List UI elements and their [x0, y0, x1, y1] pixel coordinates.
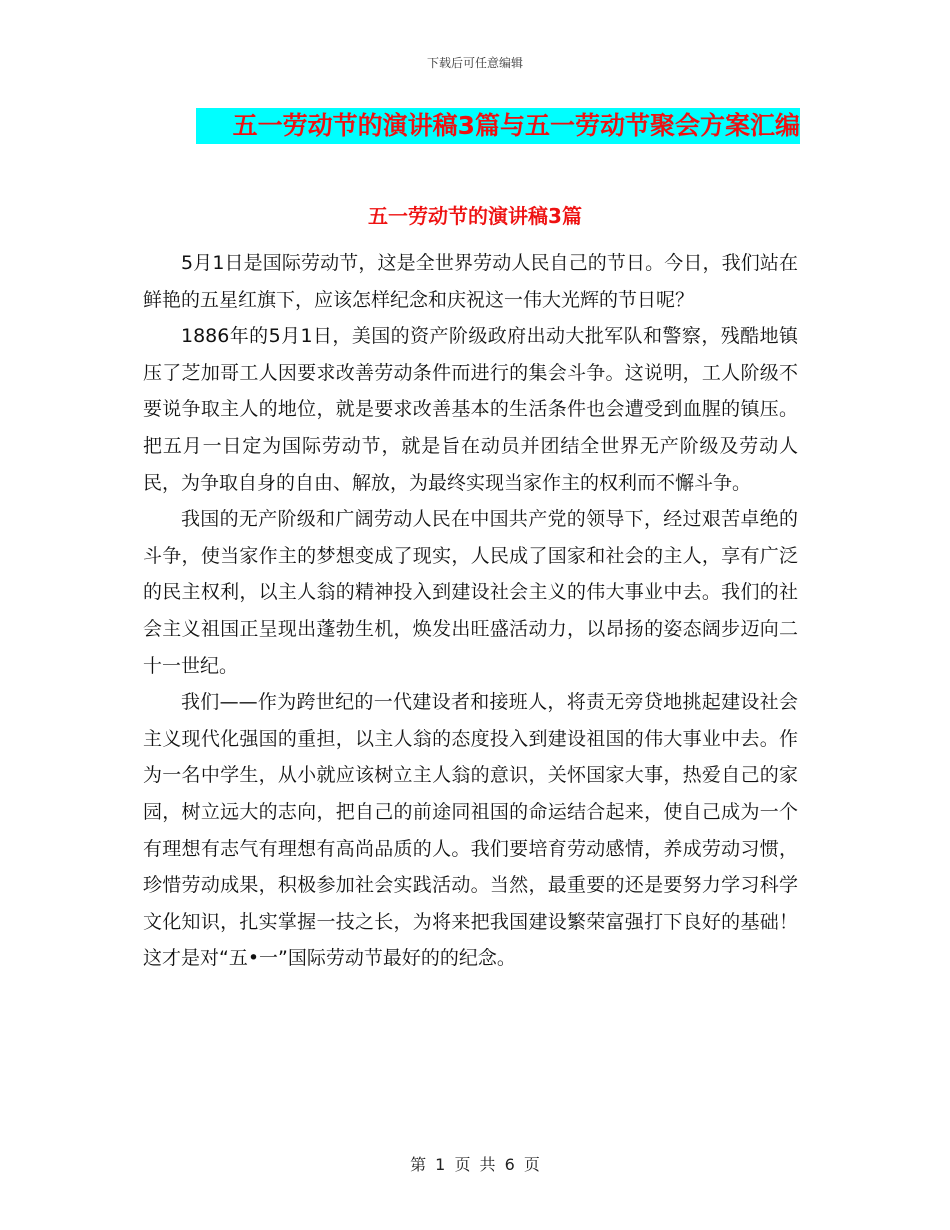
- page-header-note: 下载后可任意编辑: [426, 56, 523, 70]
- paragraph-3: 我国的无产阶级和广阔劳动人民在中国共产党的领导下，经过艰苦卓绝的斗争，使当家作主的梦想变成了现实，人民成了国家和社会的主人，享有广泛的民主权利，以主人翁的精神投入到建设社会主义的伟大事业中去。我们的社会主义祖国正呈现出蓬勃生机，焕发出旺盛活动力，以昂扬的姿态阔步迈向二十一世纪。: [143, 508, 798, 677]
- document-main-title: 五一劳动节的演讲稿3篇与五一劳动节聚会方案汇编: [196, 108, 800, 144]
- section-title: 五一劳动节的演讲稿3篇: [368, 204, 582, 228]
- paragraph-1: 5月1日是国际劳动节，这是全世界劳动人民自己的节日。今日，我们站在鲜艳的五星红旗下，应该怎样纪念和庆祝这一伟大光辉的节日呢？: [143, 252, 798, 311]
- document-body: [143, 245, 798, 977]
- paragraph-4: 我们——作为跨世纪的一代建设者和接班人，将责无旁贷地挑起建设社会主义现代化强国的重担，以主人翁的态度投入到建设祖国的伟大事业中去。作为一名中学生，从小就应该树立主人翁的意识，关怀国家大事，热爱自己的家园，树立远大的志向，把自己的前途同祖国的命运结合起来，使自己成为一个有理想有志气有理想有高尚品质的人。我们要培育劳动感情，养成劳动习惯，珍惜劳动成果，积极参加社会实践活动。当然，最重要的还是要努力学习科学文化知识，扎实掌握一技之长，为将来把我国建设繁荣富强打下良好的基础！这才是对“五•一”国际劳动节最好的的纪念。: [143, 691, 798, 970]
- paragraph-2: 1886年的5月1日，美国的资产阶级政府出动大批军队和警察，残酷地镇压了芝加哥工人因要求改善劳动条件而进行的集会斗争。这说明，工人阶级不要说争取主人的地位，就是要求改善基本的生活条件也会遭受到血腥的镇压。把五月一日定为国际劳动节，就是旨在动员并团结全世界无产阶级及劳动人民，为争取自身的自由、解放，为最终实现当家作主的权利而不懈斗争。: [143, 325, 798, 494]
- page-number-footer: 第 1 页 共 6 页: [410, 1155, 540, 1174]
